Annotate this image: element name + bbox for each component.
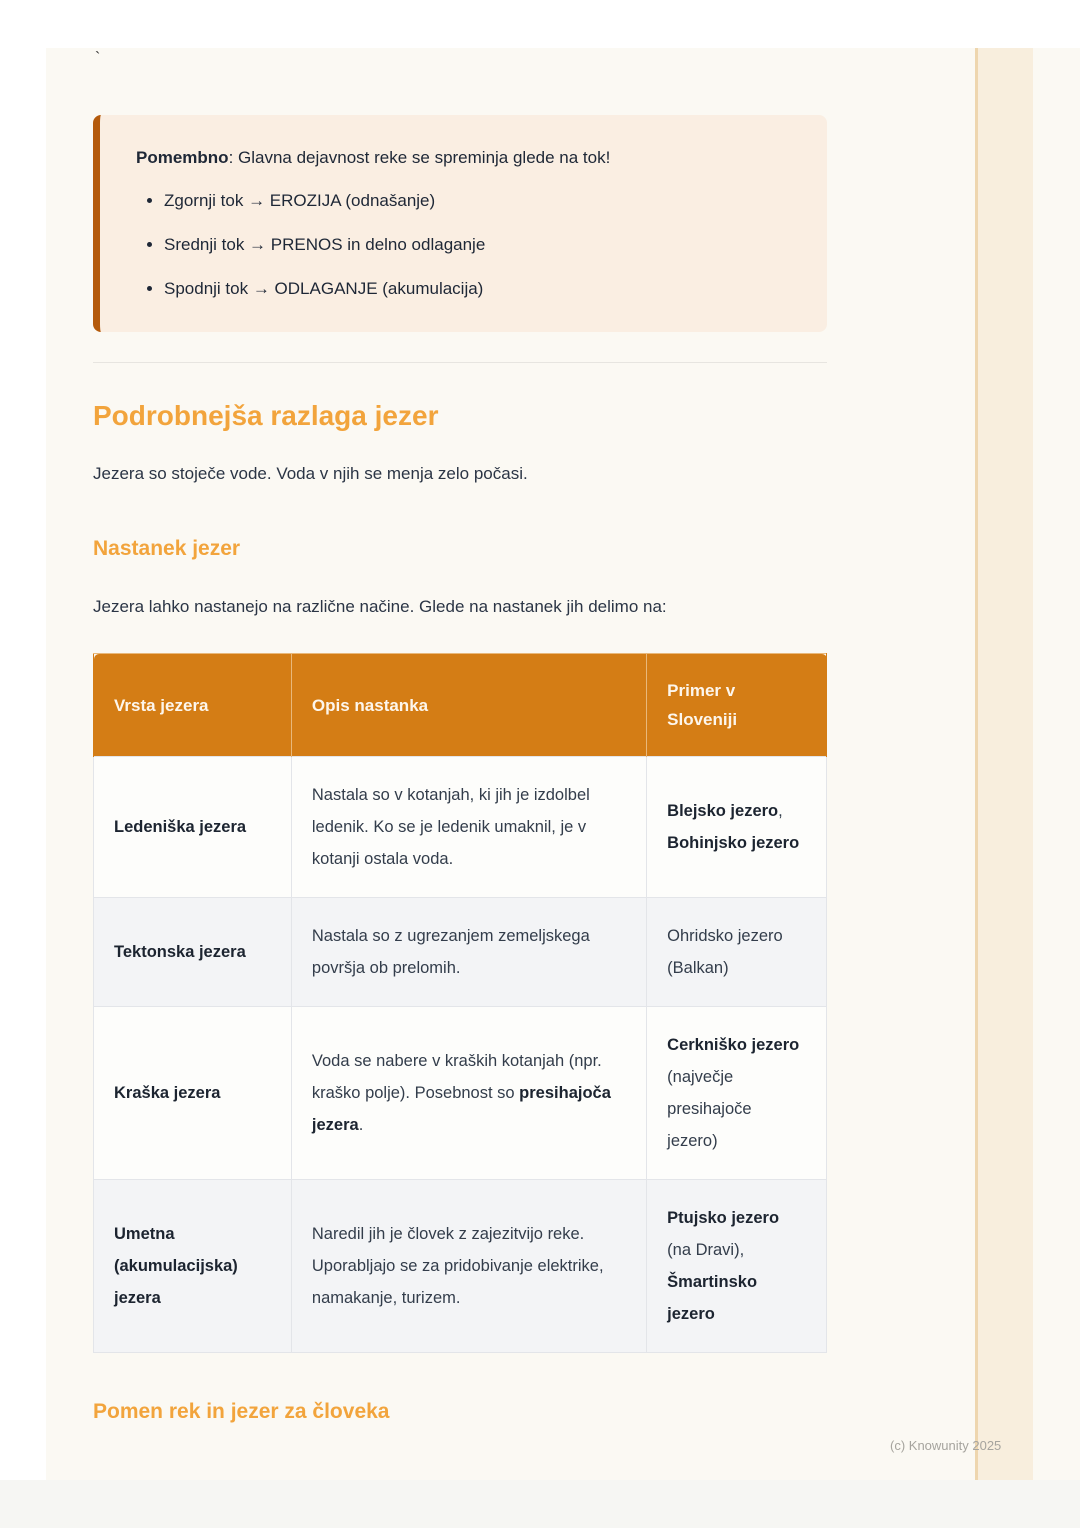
callout-bullet-item: • Zgornji tok → EROZIJA (odnašanje) <box>164 188 793 214</box>
table-cell-lake-type: Kraška jezera <box>94 1007 292 1180</box>
formation-subsection-title: Nastanek jezer <box>93 537 241 560</box>
table-cell-example: Cerkniško jezero (največje presihajoče jezero) <box>647 1007 827 1180</box>
table-cell-example: Ohridsko jezero (Balkan) <box>647 898 827 1007</box>
column-header-example: Primer v Sloveniji <box>647 654 827 757</box>
table-header-row <box>94 654 827 757</box>
table-cell-example: Blejsko jezero, Bohinjsko jezero <box>647 757 827 898</box>
lakes-intro-paragraph: Jezera so stoječe vode. Voda v njih se menja zelo počasi. <box>93 464 528 483</box>
callout-bullet-list <box>136 188 793 302</box>
formation-paragraph: Jezera lahko nastanejo na različne načine. Glede na nastanek jih delimo na: <box>93 597 667 616</box>
table-cell-formation: Naredil jih je človek z zajezitvijo reke. Uporabljajo se za pridobivanje elektrike, namakanje, turizem. <box>291 1180 646 1353</box>
callout-bullet-item: • Srednji tok → PRENOS in delno odlaganje <box>164 232 793 258</box>
watermark: (c) Knowunity 2025 <box>890 1438 1002 1453</box>
column-header-formation: Opis nastanka <box>291 654 646 757</box>
table-row <box>94 757 827 898</box>
table-cell-formation: Nastala so v kotanjah, ki jih je izdolbel ledenik. Ko se je ledenik umaknil, je v kotanji ostala voda. <box>291 757 646 898</box>
page-bottom-edge <box>0 1480 1080 1528</box>
column-header-lake-type: Vrsta jezera <box>94 654 292 757</box>
table-cell-lake-type: Umetna (akumulacijska) jezera <box>94 1180 292 1353</box>
lake-types-table <box>93 653 827 1353</box>
table-cell-formation: Nastala so z ugrezanjem zemeljskega površja ob prelomih. <box>291 898 646 1007</box>
document-content <box>93 0 827 1424</box>
section-divider <box>93 362 827 363</box>
importance-subsection-title: Pomen rek in jezer za človeka <box>93 1400 390 1423</box>
table-row <box>94 1007 827 1180</box>
table-body <box>94 757 827 1353</box>
page-title: Podrobnejša razlaga jezer <box>93 400 439 431</box>
table-cell-lake-type: Ledeniška jezera <box>94 757 292 898</box>
table-row <box>94 1180 827 1353</box>
table-cell-lake-type: Tektonska jezera <box>94 898 292 1007</box>
callout-intro-text: Pomembno: Glavna dejavnost reke se spreminja glede na tok! <box>136 148 611 167</box>
callout-bullet-item: • Spodnji tok → ODLAGANJE (akumulacija) <box>164 276 793 302</box>
important-callout <box>93 115 827 332</box>
stray-backtick-character: ` <box>95 50 101 67</box>
table-cell-example: Ptujsko jezero (na Dravi), Šmartinsko jezero <box>647 1180 827 1353</box>
table-row <box>94 898 827 1007</box>
side-margin-band <box>975 48 1033 1480</box>
table-cell-formation: Voda se nabere v kraških kotanjah (npr. kraško polje). Posebnost so presihajoča jezera. <box>291 1007 646 1180</box>
